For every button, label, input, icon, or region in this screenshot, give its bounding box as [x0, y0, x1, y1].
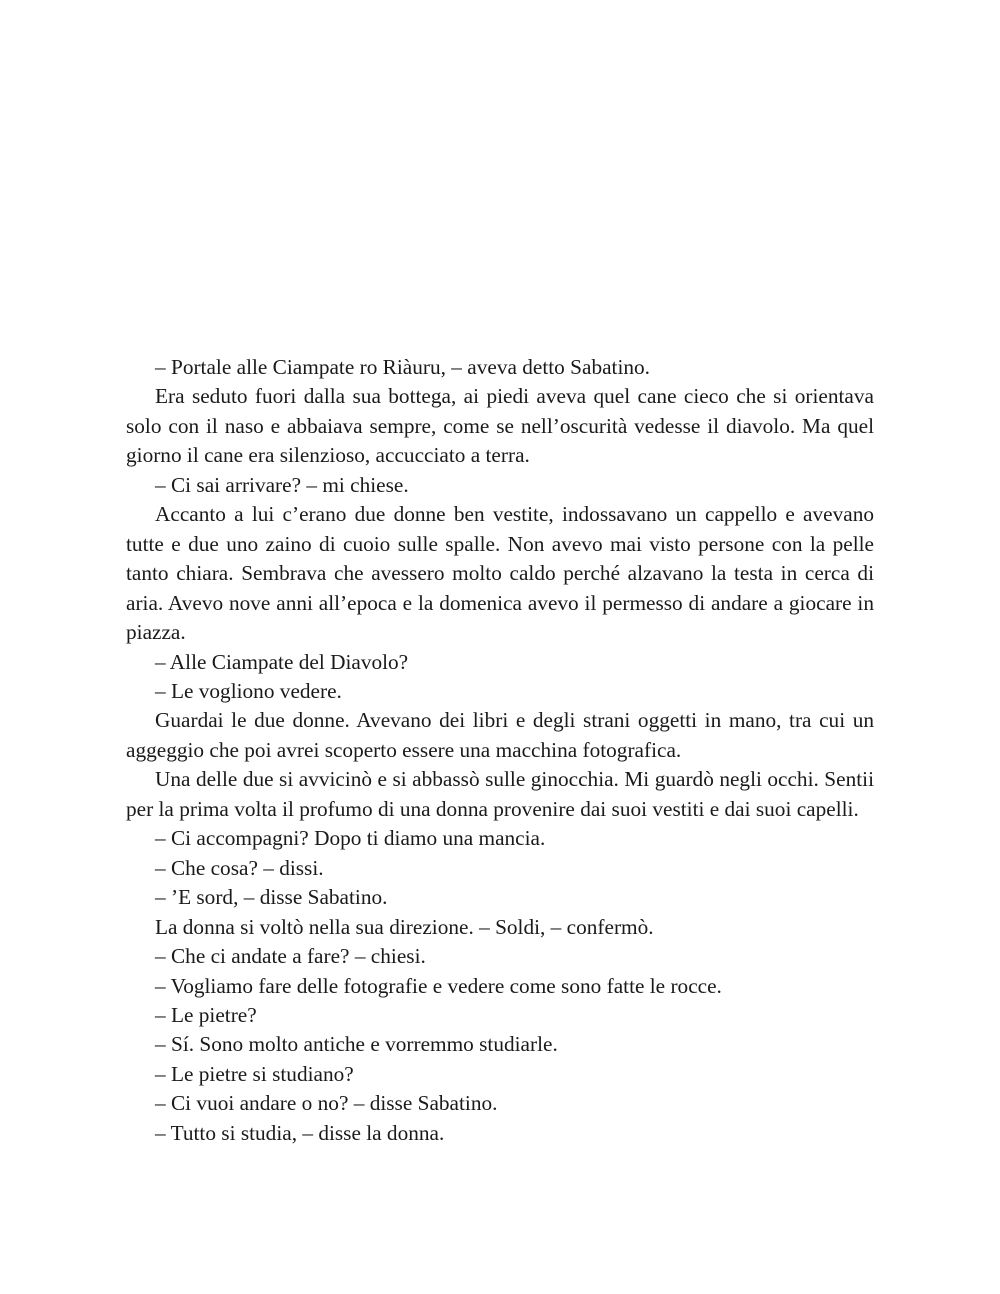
paragraph: – Tutto si studia, – disse la donna. — [155, 1120, 445, 1145]
paragraph: – Che cosa? – dissi. — [155, 855, 324, 880]
paragraph: – Sí. Sono molto antiche e vorremmo studiarle. — [155, 1032, 558, 1057]
paragraph: – Alle Ciampate del Diavolo? — [155, 649, 409, 674]
paragraph: – ’E sord, – disse Sabatino. — [155, 885, 388, 910]
book-page-text — [126, 353, 874, 1148]
paragraph: – Ci sai arrivare? – mi chiese. — [155, 472, 409, 497]
paragraph: – Ci vuoi andare o no? – disse Sabatino. — [155, 1091, 498, 1116]
paragraph: La donna si voltò nella sua direzione. – Soldi, – confermò. — [155, 914, 654, 939]
paragraph: – Le pietre si studiano? — [155, 1061, 354, 1086]
paragraph: – Le pietre? — [155, 1002, 257, 1027]
paragraph: Una delle due si avvicinò e si abbassò sulle ginocchia. Mi guardò negli occhi. Sentii per la prima volta il profumo di una donna provenire dai suoi vestiti e dai suoi capelli. — [126, 767, 874, 821]
paragraph: Accanto a lui c’erano due donne ben vestite, indossavano un cappello e avevano tutte e due uno zaino di cuoio sulle spalle. Non avevo mai visto persone con la pelle tanto chiara. Sembrava che avessero molto caldo perché alzavano la testa in cerca di aria. Avevo nove anni all’epoca e la domenica avevo il permesso di andare a giocare in piazza. — [126, 502, 874, 645]
paragraph: – Portale alle Ciampate ro Riàuru, – aveva detto Sabatino. — [155, 355, 651, 379]
paragraph: Era seduto fuori dalla sua bottega, ai piedi aveva quel cane cieco che si orientava solo con il naso e abbaiava sempre, come se nell’oscurità vedesse il diavolo. Ma quel giorno il cane era silenzioso, accucciato a terra. — [126, 384, 874, 468]
paragraph: – Vogliamo fare delle fotografie e vedere come sono fatte le rocce. — [155, 973, 722, 998]
paragraph: – Che ci andate a fare? – chiesi. — [155, 944, 426, 969]
paragraph: Guardai le due donne. Avevano dei libri e degli strani oggetti in mano, tra cui un aggeggio che poi avrei scoperto essere una macchina fotografica. — [126, 708, 874, 762]
paragraph: – Ci accompagni? Dopo ti diamo una mancia. — [155, 826, 546, 851]
paragraph: – Le vogliono vedere. — [155, 678, 342, 703]
